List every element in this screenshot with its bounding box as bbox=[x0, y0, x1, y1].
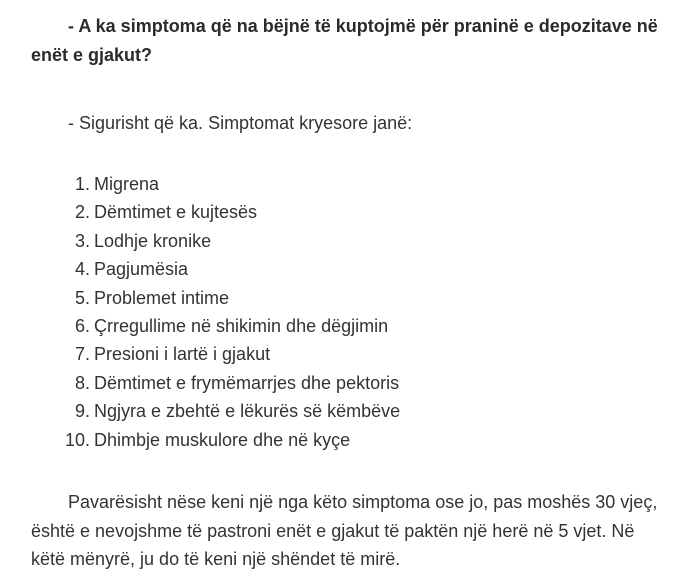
list-item-text: Dhimbje muskulore dhe në kyçe bbox=[94, 429, 351, 450]
list-number: 6. bbox=[74, 316, 90, 337]
list-number: 1. bbox=[74, 174, 90, 194]
list-number: 7. bbox=[74, 344, 90, 365]
list-item-text: Dëmtimet e kujtesës bbox=[94, 202, 258, 223]
list-item-text: Pagjumësia bbox=[94, 259, 189, 280]
list-item bbox=[58, 426, 400, 454]
list-number: 8. bbox=[74, 372, 90, 393]
list-number: 4. bbox=[74, 259, 90, 280]
list-item-text: Dëmtimet e frymëmarrjes dhe pektoris bbox=[94, 372, 400, 393]
list-number: 10. bbox=[64, 429, 90, 450]
list-item-text: Migrena bbox=[94, 174, 160, 194]
list-item bbox=[58, 397, 400, 425]
closing-paragraph: Pavarësisht nëse keni një nga këto simptoma ose jo, pas moshës 30 vjeç, është e nevojshme të pastroni enët e gjakut të paktën një herë në 5 vjet. Në këtë mënyrë, ju do të keni një shëndet të mirë. bbox=[31, 492, 658, 569]
list-item bbox=[58, 312, 400, 340]
list-item bbox=[58, 198, 400, 226]
list-number: 9. bbox=[74, 401, 90, 422]
list-item-text: Presioni i lartë i gjakut bbox=[94, 344, 271, 365]
list-item-text: Lodhje kronike bbox=[94, 230, 212, 251]
list-item bbox=[58, 369, 400, 397]
question-heading: - A ka simptoma që na bëjnë të kuptojmë për praninë e depozitave në enët e gjakut? bbox=[31, 16, 658, 65]
list-item bbox=[58, 284, 400, 312]
list-number: 5. bbox=[74, 287, 90, 308]
list-item-text: Ngjyra e zbehtë e lëkurës së këmbëve bbox=[94, 401, 401, 422]
list-item bbox=[58, 255, 400, 283]
list-number: 3. bbox=[74, 230, 90, 251]
list-number: 2. bbox=[74, 202, 90, 223]
answer-intro: - Sigurisht që ka. Simptomat kryesore janë: bbox=[68, 113, 413, 133]
list-item-text: Problemet intime bbox=[94, 287, 230, 308]
list-item bbox=[58, 340, 400, 368]
list-item-text: Çrregullime në shikimin dhe dëgjimin bbox=[94, 316, 389, 337]
list-item bbox=[58, 170, 400, 198]
list-item bbox=[58, 227, 400, 255]
symptom-list bbox=[58, 170, 400, 454]
